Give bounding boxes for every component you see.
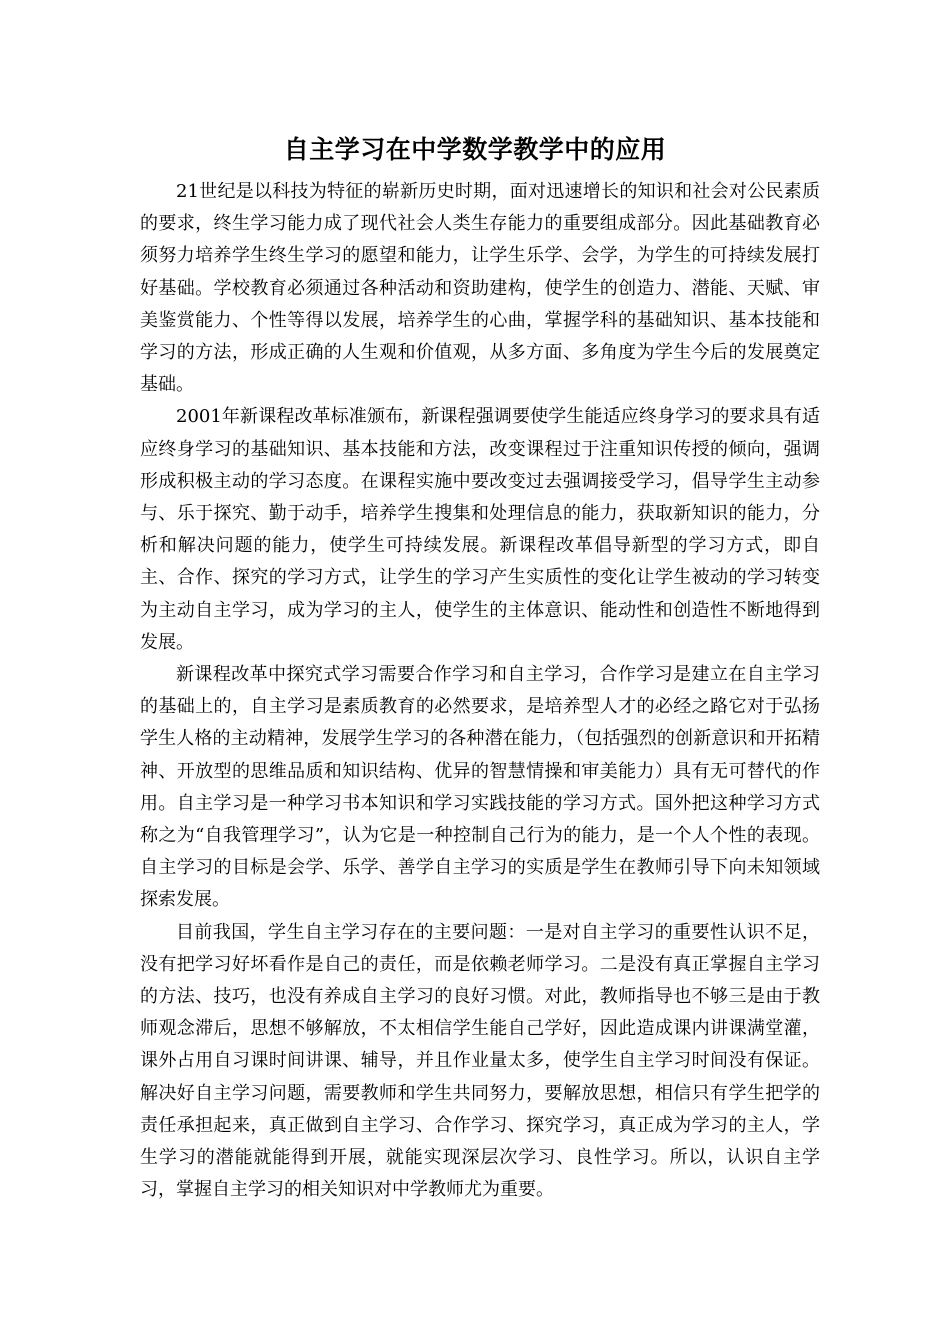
document-body (140, 176, 820, 1207)
paragraph-1: 21世纪是以科技为特征的崭新历史时期，面对迅速增长的知识和社会对公民素质的要求，终生学习能力成了现代社会人类生存能力的重要组成部分。因此基础教育必须努力培养学生终生学习的愿望和能力，让学生乐学、会学，为学生的可持续发展打好基础。学校教育必须通过各种活动和资助建构，使学生的创造力、潜能、天赋、审美鉴赏能力、个性等得以发展，培养学生的心曲，掌握学科的基础知识、基本技能和学习的方法，形成正确的人生观和价值观，从多方面、多角度为学生今后的发展奠定基础。 (140, 181, 820, 396)
paragraph-3: 新课程改革中探究式学习需要合作学习和自主学习，合作学习是建立在自主学习的基础上的，自主学习是素质教育的必然要求，是培养型人才的必经之路它对于弘扬学生人格的主动精神，发展学生学习的各种潜在能力，（包括强烈的创新意识和开拓精神、开放型的思维品质和知识结构、优异的智慧情操和审美能力）具有无可替代的作用。自主学习是一种学习书本知识和学习实践技能的学习方式。国外把这种学习方式称之为“自我管理学习”，认为它是一种控制自己行为的能力，是一个人个性的表现。自主学习的目标是会学、乐学、善学自主学习的实质是学生在教师引导下向未知领域探索发展。 (140, 664, 820, 911)
document-title: 自主学习在中学数学教学中的应用 (283, 135, 667, 164)
paragraph-4: 目前我国，学生自主学习存在的主要问题：一是对自主学习的重要性认识不足，没有把学习好坏看作是自己的责任，而是依赖老师学习。二是没有真正掌握自主学习的方法、技巧，也没有养成自主学习的良好习惯。对此，教师指导也不够三是由于教师观念滞后，思想不够解放，不太相信学生能自己学好，因此造成课内讲课满堂灌，课外占用自习课时间讲课、辅导，并且作业量太多，使学生自主学习时间没有保证。解决好自主学习问题，需要教师和学生共同努力，要解放思想，相信只有学生把学的责任承担起来，真正做到自主学习、合作学习、探究学习，真正成为学习的主人，学生学习的潜能就能得到开展，就能实现深层次学习、良性学习。所以，认识自主学习，掌握自主学习的相关知识对中学教师尤为重要。 (140, 921, 820, 1201)
paragraph-2: 2001年新课程改革标准颁布，新课程强调要使学生能适应终身学习的要求具有适应终身学习的基础知识、基本技能和方法，改变课程过于注重知识传授的倾向，强调形成积极主动的学习态度。在课程实施中要改变过去强调接受学习，倡导学生主动参与、乐于探究、勤于动手，培养学生搜集和处理信息的能力，获取新知识的能力，分析和解决问题的能力，使学生可持续发展。新课程改革倡导新型的学习方式，即自主、合作、探究的学习方式，让学生的学习产生实质性的变化让学生被动的学习转变为主动自主学习，成为学习的主人，使学生的主体意识、能动性和创造性不断地得到发展。 (140, 406, 820, 653)
